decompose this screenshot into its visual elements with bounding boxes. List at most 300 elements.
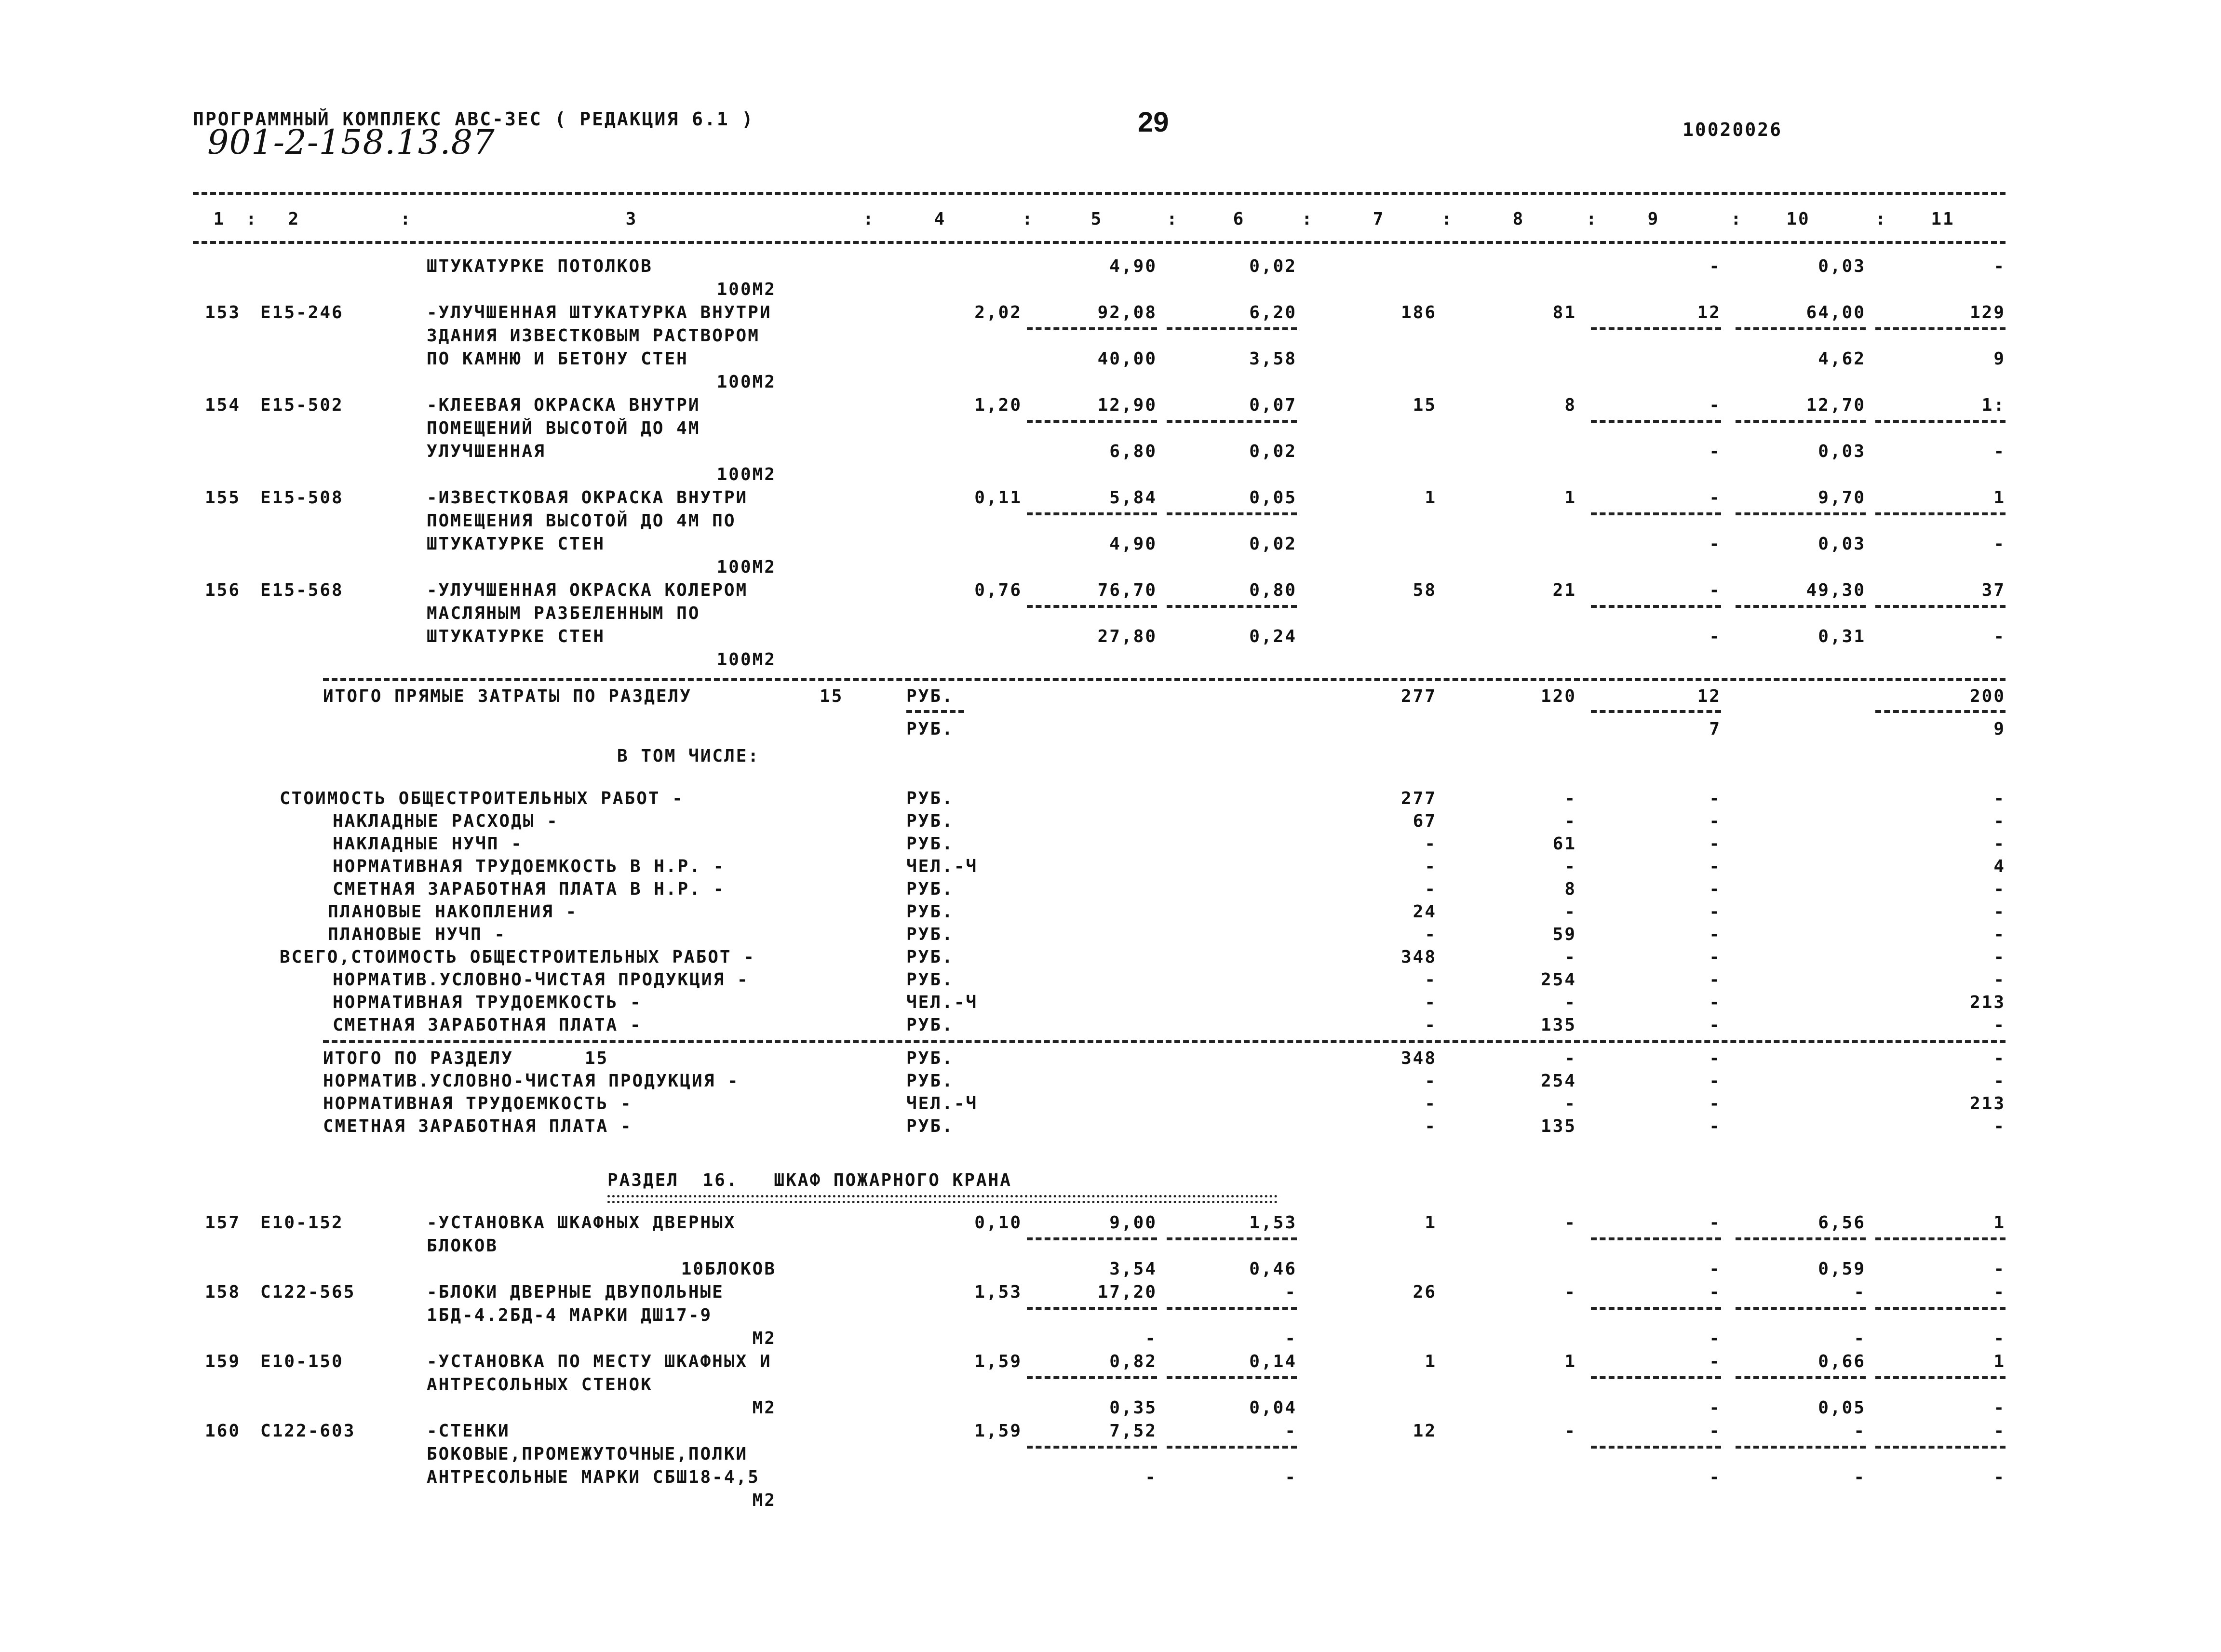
cell-rule [1027, 512, 1157, 515]
breakdown-c9: - [1709, 902, 1721, 922]
cell-c5: 92,08 [1097, 303, 1157, 322]
cell-c7: 26 [1413, 1282, 1437, 1302]
item-number: 160 [205, 1421, 241, 1441]
item-number: 159 [205, 1352, 241, 1371]
work-description: -ИЗВЕСТКОВАЯ ОКРАСКА ВНУТРИ [427, 488, 748, 508]
section-heading: РАЗДЕЛ 16. ШКАФ ПОЖАРНОГО КРАНА [607, 1170, 1012, 1190]
breakdown-c8: 61 [1552, 834, 1576, 854]
price-code: С122-565 [260, 1282, 356, 1302]
cell-c11: - [1993, 1467, 2006, 1487]
cell-c11: 1 [1993, 488, 2006, 508]
cell-c6: - [1285, 1421, 1297, 1441]
cell-c7: 1 [1425, 1352, 1437, 1371]
cell-c4: 1,59 [974, 1421, 1022, 1441]
breakdown-c11: 4 [1993, 857, 2006, 876]
breakdown-unit: РУБ. [906, 925, 954, 944]
total-c11b: 9 [1993, 719, 2006, 739]
breakdown-c7: - [1425, 1015, 1437, 1035]
cell-rule [1591, 605, 1721, 608]
cell-c5: 76,70 [1097, 580, 1157, 600]
breakdown-unit: РУБ. [906, 970, 954, 990]
breakdown-c7: - [1425, 834, 1437, 854]
cell-c8: - [1564, 1421, 1576, 1441]
summary-c8: 254 [1540, 1071, 1576, 1091]
cell-rule [1167, 512, 1297, 515]
cell-rule [1875, 1376, 2006, 1379]
cell-rule [1736, 512, 1866, 515]
cell-rule [1027, 1307, 1157, 1310]
cell-c5: 5,84 [1109, 488, 1157, 508]
cell-c11: 129 [1969, 303, 2006, 322]
work16-description: БОКОВЫЕ,ПРОМЕЖУТОЧНЫЕ,ПОЛКИ [427, 1444, 748, 1464]
cell-rule [1591, 1237, 1721, 1240]
cell-c5: 27,80 [1097, 627, 1157, 646]
cell-c6: 0,04 [1249, 1398, 1297, 1418]
work-description: МАСЛЯНЫМ РАЗБЕЛЕННЫМ ПО [427, 604, 700, 623]
cell-c11: - [1993, 1329, 2006, 1348]
total-unit: РУБ. [906, 686, 954, 706]
measure-unit: 100М2 [716, 372, 776, 392]
measure-unit: 100М2 [716, 465, 776, 484]
cell-c5: 0,82 [1109, 1352, 1157, 1371]
cell-c10: 0,03 [1818, 256, 1866, 276]
column-separator: : [246, 209, 258, 229]
cell-c8: 1 [1564, 488, 1576, 508]
cell-c7: 12 [1413, 1421, 1437, 1441]
total-section: 15 [820, 686, 844, 706]
summary-label: СМЕТНАЯ ЗАРАБОТНАЯ ПЛАТА - [323, 1116, 633, 1136]
cell-c11: 1 [1993, 1352, 2006, 1371]
summary-c9: - [1709, 1094, 1721, 1114]
column-separator: : [1586, 209, 1598, 229]
work16-description: 1БД-4.2БД-4 МАРКИ ДШ17-9 [427, 1305, 713, 1325]
cell-c9: - [1709, 256, 1721, 276]
summary-rule [323, 1040, 2006, 1043]
breakdown-c9: - [1709, 789, 1721, 808]
cell-c5: 9,00 [1109, 1213, 1157, 1233]
summary-c7: - [1425, 1116, 1437, 1136]
cell-rule [1591, 420, 1721, 423]
cell-c11: - [1993, 256, 2006, 276]
cell-rule [1875, 1446, 2006, 1449]
item-number: 157 [205, 1213, 241, 1233]
cell-c8: 21 [1552, 580, 1576, 600]
program-title: ПРОГРАММНЫЙ КОМПЛЕКС АВС-ЗЕС ( РЕДАКЦИЯ 6.1 ) [193, 108, 754, 130]
cell-c7: 1 [1425, 488, 1437, 508]
cell-c6: 0,46 [1249, 1259, 1297, 1279]
cell-rule [1736, 420, 1866, 423]
cell-c10: 4,62 [1818, 349, 1866, 369]
breakdown-c8: 59 [1552, 925, 1576, 944]
breakdown-c9: - [1709, 993, 1721, 1012]
breakdown-c7: 24 [1413, 902, 1437, 922]
column-separator: : [400, 209, 412, 229]
cell-c9: - [1709, 1352, 1721, 1371]
cell-c9: - [1709, 1259, 1721, 1279]
price-code: С122-603 [260, 1421, 356, 1441]
summary-unit: РУБ. [906, 1071, 954, 1091]
summary-unit: РУБ. [906, 1116, 954, 1136]
cell-rule [1027, 1376, 1157, 1379]
including-heading: В ТОМ ЧИСЛЕ: [617, 746, 760, 766]
column-number: 3 [625, 209, 638, 229]
cell-c6: 0,80 [1249, 580, 1297, 600]
breakdown-c11: - [1993, 834, 2006, 854]
cell-c5: - [1145, 1329, 1157, 1348]
cell-c4: 1,59 [974, 1352, 1022, 1371]
cell-rule [1167, 1446, 1297, 1449]
cell-c5: 4,90 [1109, 534, 1157, 554]
cell-c6: 1,53 [1249, 1213, 1297, 1233]
document-code: 10020026 [1683, 119, 1783, 140]
breakdown-c7: - [1425, 970, 1437, 990]
breakdown-unit: РУБ. [906, 879, 954, 899]
cell-c4: 0,11 [974, 488, 1022, 508]
cell-rule [1591, 512, 1721, 515]
summary-c11: 213 [1969, 1094, 2006, 1114]
summary-c11: - [1993, 1116, 2006, 1136]
breakdown-c9: - [1709, 834, 1721, 854]
total-unit: РУБ. [906, 719, 954, 739]
cell-rule [1167, 1376, 1297, 1379]
breakdown-label: ПЛАНОВЫЕ НАКОПЛЕНИЯ - [328, 902, 578, 922]
cell-c6: 0,07 [1249, 395, 1297, 415]
cell-c4: 2,02 [974, 303, 1022, 322]
cell-c10: 0,03 [1818, 442, 1866, 461]
summary-c9: - [1709, 1048, 1721, 1068]
breakdown-c8: - [1564, 789, 1576, 808]
breakdown-c11: 213 [1969, 993, 2006, 1012]
column-number: 4 [934, 209, 946, 229]
summary-c11: - [1993, 1071, 2006, 1091]
cell-c10: - [1854, 1421, 1866, 1441]
breakdown-unit: РУБ. [906, 1015, 954, 1035]
table-top-rule [193, 192, 2006, 195]
cell-c6: 3,58 [1249, 349, 1297, 369]
column-separator: : [1441, 209, 1454, 229]
work16-description: -УСТАНОВКА ПО МЕСТУ ШКАФНЫХ И [427, 1352, 772, 1371]
breakdown-c8: - [1564, 947, 1576, 967]
price-code: Е10-150 [260, 1352, 344, 1371]
summary-c8: 135 [1540, 1116, 1576, 1136]
cell-c6: 0,24 [1249, 627, 1297, 646]
cell-c11: 9 [1993, 349, 2006, 369]
cell-c8: 1 [1564, 1352, 1576, 1371]
breakdown-c9: - [1709, 811, 1721, 831]
summary-c7: - [1425, 1094, 1437, 1114]
column-number: 2 [288, 209, 300, 229]
cell-c10: - [1854, 1282, 1866, 1302]
cell-c10: 64,00 [1806, 303, 1866, 322]
work16-description: АНТРЕСОЛЬНЫХ СТЕНОК [427, 1375, 653, 1395]
item-number: 155 [205, 488, 241, 508]
cell-rule [1736, 1446, 1866, 1449]
cell-c9: 12 [1697, 303, 1721, 322]
cell-rule [1736, 1376, 1866, 1379]
cell-c4: 1,53 [974, 1282, 1022, 1302]
work-description: ПО КАМНЮ И БЕТОНУ СТЕН [427, 349, 688, 369]
cell-c5: 4,90 [1109, 256, 1157, 276]
measure-unit: М2 [752, 1491, 776, 1510]
column-separator: : [1875, 209, 1887, 229]
cell-rule [1736, 327, 1866, 330]
breakdown-c7: 277 [1400, 789, 1437, 808]
cell-rule [1167, 605, 1297, 608]
cell-c7: 58 [1413, 580, 1437, 600]
breakdown-c11: - [1993, 925, 2006, 944]
cell-rule [1875, 1307, 2006, 1310]
cell-c11: - [1993, 1282, 2006, 1302]
breakdown-unit: ЧЕЛ.-Ч [906, 993, 978, 1012]
summary-unit: РУБ. [906, 1048, 954, 1068]
measure-unit: М2 [752, 1398, 776, 1418]
breakdown-label: СМЕТНАЯ ЗАРАБОТНАЯ ПЛАТА В Н.Р. - [333, 879, 726, 899]
cell-c7: 1 [1425, 1213, 1437, 1233]
item-number: 153 [205, 303, 241, 322]
work-description: ЗДАНИЯ ИЗВЕСТКОВЫМ РАСТВОРОМ [427, 326, 760, 346]
cell-c9: - [1709, 488, 1721, 508]
summary-c11: - [1993, 1048, 2006, 1068]
cell-c6: 0,05 [1249, 488, 1297, 508]
cell-c6: 0,02 [1249, 442, 1297, 461]
section-heading-underline [607, 1195, 1278, 1197]
cell-rule [1167, 1237, 1297, 1240]
cell-c5: 40,00 [1097, 349, 1157, 369]
summary-c8: - [1564, 1094, 1576, 1114]
cell-c10: 0,66 [1818, 1352, 1866, 1371]
summary-label: НОРМАТИВНАЯ ТРУДОЕМКОСТЬ - [323, 1094, 633, 1114]
cell-c5: - [1145, 1467, 1157, 1487]
breakdown-c11: - [1993, 947, 2006, 967]
breakdown-c9: - [1709, 879, 1721, 899]
summary-c7: - [1425, 1071, 1437, 1091]
work-description: ПОМЕЩЕНИЙ ВЫСОТОЙ ДО 4М [427, 418, 700, 438]
cell-c5: 17,20 [1097, 1282, 1157, 1302]
item-number: 154 [205, 395, 241, 415]
column-number: 1 [213, 209, 226, 229]
breakdown-label: ВСЕГО,СТОИМОСТЬ ОБЩЕСТРОИТЕЛЬНЫХ РАБОТ - [280, 947, 755, 967]
breakdown-c7: 67 [1413, 811, 1437, 831]
cell-rule [1591, 327, 1721, 330]
cell-c9: - [1709, 1282, 1721, 1302]
cell-rule [1167, 327, 1297, 330]
cell-rule [1736, 1237, 1866, 1240]
column-number: 9 [1647, 209, 1660, 229]
cell-c4: 0,10 [974, 1213, 1022, 1233]
total-label: ИТОГО ПРЯМЫЕ ЗАТРАТЫ ПО РАЗДЕЛУ [323, 686, 692, 706]
cell-c9: - [1709, 1398, 1721, 1418]
summary-unit: ЧЕЛ.-Ч [906, 1094, 978, 1114]
summary-label: НОРМАТИВ.УСЛОВНО-ЧИСТАЯ ПРОДУКЦИЯ - [323, 1071, 740, 1091]
item-number: 158 [205, 1282, 241, 1302]
cell-c10: 9,70 [1818, 488, 1866, 508]
cell-rule [1027, 420, 1157, 423]
breakdown-label: НАКЛАДНЫЕ РАСХОДЫ - [333, 811, 559, 831]
cell-c10: 0,31 [1818, 627, 1866, 646]
breakdown-c7: 348 [1400, 947, 1437, 967]
measure-unit: 100М2 [716, 557, 776, 577]
cell-rule [1736, 1307, 1866, 1310]
cell-c6: - [1285, 1282, 1297, 1302]
cell-c8: 8 [1564, 395, 1576, 415]
breakdown-unit: РУБ. [906, 789, 954, 808]
cell-rule [1027, 1446, 1157, 1449]
column-separator: : [1731, 209, 1743, 229]
summary-c7: 348 [1400, 1048, 1437, 1068]
cell-c11: - [1993, 534, 2006, 554]
cell-c10: 0,05 [1818, 1398, 1866, 1418]
cell-rule [1875, 605, 2006, 608]
breakdown-c8: - [1564, 993, 1576, 1012]
total-rule-c11 [1875, 710, 2006, 713]
column-header-rule [193, 241, 2006, 244]
breakdown-unit: РУБ. [906, 811, 954, 831]
work16-description: -СТЕНКИ [427, 1421, 510, 1441]
total-c9b: 7 [1709, 719, 1721, 739]
cell-rule [1875, 420, 2006, 423]
cell-c11: - [1993, 1259, 2006, 1279]
cell-c6: 0,02 [1249, 534, 1297, 554]
cell-c9: - [1709, 580, 1721, 600]
breakdown-c8: 135 [1540, 1015, 1576, 1035]
totals-rule [323, 678, 2006, 681]
price-code: Е15-246 [260, 303, 344, 322]
breakdown-c11: - [1993, 811, 2006, 831]
breakdown-unit: РУБ. [906, 834, 954, 854]
total-c8: 120 [1540, 686, 1576, 706]
cell-c8: - [1564, 1213, 1576, 1233]
cell-c6: - [1285, 1329, 1297, 1348]
summary-c9: - [1709, 1116, 1721, 1136]
total-c9: 12 [1697, 686, 1721, 706]
cell-c5: 7,52 [1109, 1421, 1157, 1441]
cell-rule [1591, 1307, 1721, 1310]
cell-c5: 0,35 [1109, 1398, 1157, 1418]
column-number: 10 [1786, 209, 1810, 229]
cell-c11: 1: [1981, 395, 2006, 415]
column-number: 11 [1931, 209, 1955, 229]
summary-c9: - [1709, 1071, 1721, 1091]
price-code: Е10-152 [260, 1213, 344, 1233]
breakdown-c11: - [1993, 789, 2006, 808]
column-separator: : [1302, 209, 1314, 229]
column-number: 5 [1090, 209, 1103, 229]
handwritten-project-code: 901-2-158.13.87 [207, 122, 495, 162]
cell-c10: 12,70 [1806, 395, 1866, 415]
work-description: УЛУЧШЕННАЯ [427, 442, 546, 461]
cell-c5: 6,80 [1109, 442, 1157, 461]
breakdown-c8: - [1564, 902, 1576, 922]
column-number: 6 [1233, 209, 1245, 229]
cell-c9: - [1709, 1329, 1721, 1348]
price-code: Е15-502 [260, 395, 344, 415]
work-description: ПОМЕЩЕНИЯ ВЫСОТОЙ ДО 4М ПО [427, 511, 736, 531]
work-description: -КЛЕЕВАЯ ОКРАСКА ВНУТРИ [427, 395, 700, 415]
cell-rule [1591, 1446, 1721, 1449]
total-c7: 277 [1400, 686, 1437, 706]
cell-c9: - [1709, 1213, 1721, 1233]
cell-c9: - [1709, 395, 1721, 415]
cell-c4: 1,20 [974, 395, 1022, 415]
column-separator: : [1167, 209, 1179, 229]
item-number: 156 [205, 580, 241, 600]
breakdown-label: НОРМАТИВ.УСЛОВНО-ЧИСТАЯ ПРОДУКЦИЯ - [333, 970, 749, 990]
column-number: 7 [1373, 209, 1385, 229]
cell-c6: 6,20 [1249, 303, 1297, 322]
price-code: Е15-508 [260, 488, 344, 508]
summary-c8: - [1564, 1048, 1576, 1068]
breakdown-c7: - [1425, 993, 1437, 1012]
cell-c6: - [1285, 1467, 1297, 1487]
measure-unit: М2 [752, 1329, 776, 1348]
breakdown-c9: - [1709, 970, 1721, 990]
breakdown-c9: - [1709, 857, 1721, 876]
measure-unit: 10БЛОКОВ [681, 1259, 776, 1279]
breakdown-c8: 8 [1564, 879, 1576, 899]
work16-description: АНТРЕСОЛЬНЫЕ МАРКИ СБШ18-4,5 [427, 1467, 760, 1487]
work-description: ШТУКАТУРКЕ ПОТОЛКОВ [427, 256, 653, 276]
breakdown-c8: - [1564, 811, 1576, 831]
breakdown-c11: - [1993, 879, 2006, 899]
summary-label: ИТОГО ПО РАЗДЕЛУ 15 [323, 1048, 609, 1068]
total-rule-c9 [1591, 710, 1721, 713]
work16-description: -БЛОКИ ДВЕРНЫЕ ДВУПОЛЬНЫЕ [427, 1282, 724, 1302]
cell-c7: 186 [1400, 303, 1437, 322]
cell-c8: 81 [1552, 303, 1576, 322]
cell-c11: 37 [1981, 580, 2006, 600]
cell-c6: 0,02 [1249, 256, 1297, 276]
cell-rule [1875, 327, 2006, 330]
cell-c6: 0,14 [1249, 1352, 1297, 1371]
cell-rule [1875, 1237, 2006, 1240]
cell-c9: - [1709, 1467, 1721, 1487]
cell-c5: 3,54 [1109, 1259, 1157, 1279]
cell-c10: - [1854, 1467, 1866, 1487]
cell-rule [1167, 420, 1297, 423]
breakdown-label: НОРМАТИВНАЯ ТРУДОЕМКОСТЬ - [333, 993, 642, 1012]
cell-rule [1736, 605, 1866, 608]
measure-unit: 100М2 [716, 650, 776, 670]
measure-unit: 100М2 [716, 280, 776, 299]
column-separator: : [1022, 209, 1034, 229]
breakdown-c9: - [1709, 1015, 1721, 1035]
breakdown-c11: - [1993, 1015, 2006, 1035]
cell-c4: 0,76 [974, 580, 1022, 600]
cell-c11: 1 [1993, 1213, 2006, 1233]
cell-rule [1027, 1237, 1157, 1240]
work-description: -УЛУЧШЕННАЯ ОКРАСКА КОЛЕРОМ [427, 580, 748, 600]
breakdown-c7: - [1425, 879, 1437, 899]
breakdown-label: СМЕТНАЯ ЗАРАБОТНАЯ ПЛАТА - [333, 1015, 642, 1035]
breakdown-label: СТОИМОСТЬ ОБЩЕСТРОИТЕЛЬНЫХ РАБОТ - [280, 789, 684, 808]
work-description: ШТУКАТУРКЕ СТЕН [427, 534, 606, 554]
cell-c10: - [1854, 1329, 1866, 1348]
breakdown-label: ПЛАНОВЫЕ НУЧП - [328, 925, 507, 944]
cell-rule [1167, 1307, 1297, 1310]
cell-c9: - [1709, 1421, 1721, 1441]
work-description: -УЛУЧШЕННАЯ ШТУКАТУРКА ВНУТРИ [427, 303, 772, 322]
breakdown-c9: - [1709, 947, 1721, 967]
work-description: ШТУКАТУРКЕ СТЕН [427, 627, 606, 646]
total-c11: 200 [1969, 686, 2006, 706]
cell-rule [1027, 327, 1157, 330]
work16-description: БЛОКОВ [427, 1236, 498, 1256]
breakdown-unit: РУБ. [906, 902, 954, 922]
cell-c9: - [1709, 627, 1721, 646]
cell-c10: 0,59 [1818, 1259, 1866, 1279]
cell-c9: - [1709, 534, 1721, 554]
cell-c11: - [1993, 1398, 2006, 1418]
